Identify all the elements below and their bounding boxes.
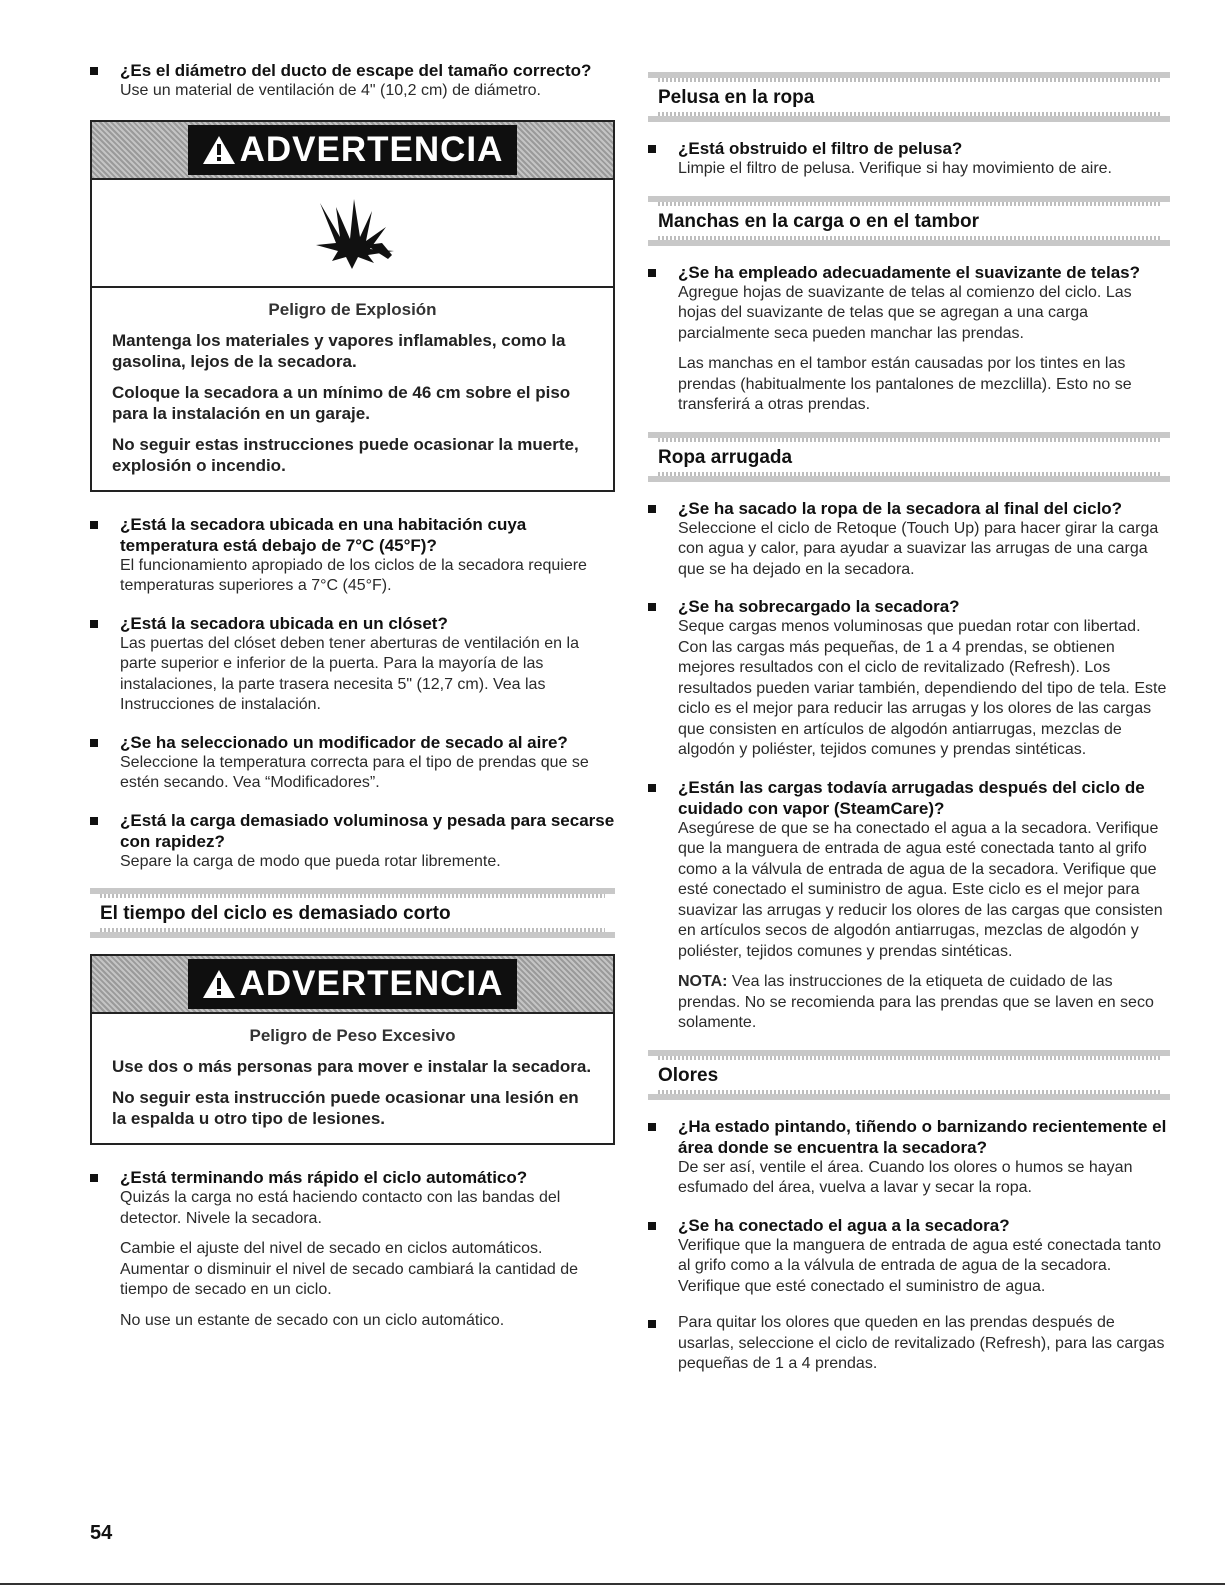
question: ¿Está la carga demasiado voluminosa y pesada para secarse con rapidez? <box>120 810 615 851</box>
note <box>678 972 1170 1034</box>
section-heading <box>648 1050 1170 1100</box>
section-heading <box>648 196 1170 246</box>
warning-text: Coloque la secadora a un mínimo de 46 cm sobre el piso para la instalación en un garaje. <box>112 382 571 423</box>
answer: Quizás la carga no está haciendo contacto con las bandas del detector. Nivele la secadora. <box>120 1189 561 1227</box>
list-item <box>90 810 615 873</box>
list-item <box>648 596 1170 761</box>
answer: Agregue hojas de suavizante de telas al comienzo del ciclo. Las hojas del suavizante de telas que se agregan a una carga parcialmente seca pueden manchar las prendas. <box>678 283 1132 342</box>
list-item <box>648 1215 1170 1298</box>
bullet-icon <box>648 603 656 611</box>
list-item <box>90 732 615 794</box>
bullet-icon <box>648 505 656 513</box>
note-text: Vea las instrucciones de la etiqueta de cuidado de las prendas. No se recomienda para las prendas que se laven en seco solamente. <box>678 973 1154 1031</box>
list-item <box>648 1116 1170 1199</box>
list-item <box>648 262 1170 416</box>
answer: Las puertas del clóset deben tener aberturas de ventilación en la parte superior e inferior de la puerta. Para la mayoría de las instalaciones, la parte trasera necesita 5" (12,7 cm). Vea las Instrucciones de instalación. <box>120 634 579 713</box>
bullet-icon <box>90 620 98 628</box>
question: ¿Está obstruido el filtro de pelusa? <box>678 139 963 158</box>
question: ¿Se ha empleado adecuadamente el suavizante de telas? <box>678 262 1141 282</box>
warning-subtitle: Peligro de Peso Excesivo <box>249 1026 456 1045</box>
bullet-icon <box>648 1123 656 1131</box>
warning-text: Use dos o más personas para mover e instalar la secadora. <box>112 1057 592 1076</box>
list-item <box>648 498 1170 581</box>
question: ¿Ha estado pintando, tiñendo o barnizando recientemente el área donde se encuentra la secadora? <box>678 1116 1167 1157</box>
section-heading <box>648 432 1170 482</box>
answer: Seque cargas menos voluminosas que puedan rotar con libertad. Con las cargas más pequeñas, de 1 a 4 prendas, se obtienen mejores resultados con el ciclo de revitalizado (Refresh). Los resultados pueden variar también, dependiendo del tipo de tela. Este ciclo es el mejor para reducir las arrugas y los olores de las cargas que consisten en artículos de algodón antiarrugas, mezclas de algodón y poliéster, tejidos comunes y prendas sintéticas. <box>678 618 1167 758</box>
bullet-icon <box>90 739 98 747</box>
answer: Cambie el ajuste del nivel de secado en ciclos automáticos. Aumentar o disminuir el nivel de secado cambiará la cantidad de tiempo de secado en un ciclo. <box>120 1240 579 1298</box>
warning-subtitle: Peligro de Explosión <box>268 299 437 319</box>
answer: Para quitar los olores que queden en las prendas después de usarlas, seleccione el ciclo de revitalizado (Refresh), para las cargas pequeñas de 1 a 4 prendas. <box>678 1314 1165 1372</box>
question: ¿Se ha sacado la ropa de la secadora al final del ciclo? <box>678 498 1123 518</box>
warning-title: ADVERTENCIA <box>239 964 504 1003</box>
list-item <box>90 613 615 716</box>
list-item <box>648 138 1170 180</box>
warning-text: No seguir esta instrucción puede ocasionar una lesión en la espalda u otro tipo de lesiones. <box>112 1088 579 1128</box>
question: ¿Se ha sobrecargado la secadora? <box>678 597 960 616</box>
answer: Asegúrese de que se ha conectado el agua a la secadora. Verifique que la manguera de entrada de agua esté conectada tanto al grifo como a la válvula de entrada de agua de la secadora. Verifique que esté conectado el suministro de agua. Este ciclo es el mejor para suavizar las arrugas y reducir los olores de las cargas que consisten en artículos secos de algodón antiarrugas, mezclas de algodón y poliéster, tejidos comunes y prendas sintéticas. <box>678 819 1163 960</box>
answer: Separe la carga de modo que pueda rotar libremente. <box>120 852 501 870</box>
question: ¿Es el diámetro del ducto de escape del tamaño correcto? <box>120 61 592 80</box>
warning-box-explosion <box>90 120 615 492</box>
list-item <box>90 60 615 102</box>
answer: No use un estante de secado con un ciclo automático. <box>120 1311 505 1329</box>
right-column <box>648 60 1170 1391</box>
section-title: Olores <box>658 1064 719 1086</box>
question: ¿Se ha seleccionado un modificador de secado al aire? <box>120 732 568 752</box>
bullet-icon <box>90 521 98 529</box>
warning-text: Mantenga los materiales y vapores inflamables, como la gasolina, lejos de la secadora. <box>112 330 566 371</box>
warning-triangle-icon <box>202 969 236 999</box>
answer: Verifique que la manguera de entrada de agua esté conectada tanto al grifo como a la válvula de entrada de agua de la secadora. Verifique que esté conectado el suministro de agua. <box>678 1236 1162 1295</box>
warning-text: No seguir estas instrucciones puede ocasionar la muerte, explosión o incendio. <box>112 434 579 475</box>
section-title: El tiempo del ciclo es demasiado corto <box>100 903 451 924</box>
list-item <box>648 1313 1170 1375</box>
answer: Seleccione el ciclo de Retoque (Touch Up) para hacer girar la carga con agua y calor, para ayudar a suavizar las arrugas de una carga que se ha dejado en la secadora. <box>678 519 1159 578</box>
list-item <box>648 777 1170 1034</box>
bullet-icon <box>90 67 98 75</box>
question: ¿Están las cargas todavía arrugadas después del ciclo de cuidado con vapor (SteamCare)? <box>678 777 1145 818</box>
question: ¿Está la secadora ubicada en un clóset? <box>120 613 448 633</box>
answer: Seleccione la temperatura correcta para el tipo de prendas que se estén secando. Vea “Modificadores”. <box>120 753 589 791</box>
left-column <box>90 60 615 1347</box>
warning-box-weight <box>90 954 615 1145</box>
explosion-icon <box>308 193 398 273</box>
answer: Las manchas en el tambor están causadas por los tintes en las prendas (habitualmente los pantalones de mezclilla). Esto no se transferirá a otras prendas. <box>678 355 1132 413</box>
bullet-icon <box>648 145 656 153</box>
section-title: Manchas en la carga o en el tambor <box>658 210 979 232</box>
answer: De ser así, ventile el área. Cuando los olores o humos se hayan esfumado del área, vuelva a lavar y secar la ropa. <box>678 1158 1133 1196</box>
question: ¿Está la secadora ubicada en una habitación cuya temperatura está debajo de 7°C (45°F)? <box>120 514 527 555</box>
list-item <box>90 1167 615 1331</box>
page-number: 54 <box>90 1522 113 1544</box>
warning-title: ADVERTENCIA <box>239 129 504 169</box>
section-heading <box>90 888 615 938</box>
bullet-icon <box>648 1320 656 1328</box>
list-item <box>90 514 615 597</box>
answer: Use un material de ventilación de 4" (10,2 cm) de diámetro. <box>120 82 541 99</box>
question: ¿Se ha conectado el agua a la secadora? <box>678 1215 1010 1235</box>
warning-header <box>92 956 613 1014</box>
answer: Limpie el filtro de pelusa. Verifique si hay movimiento de aire. <box>678 160 1112 177</box>
bullet-icon <box>648 269 656 277</box>
section-heading <box>648 72 1170 122</box>
warning-triangle-icon <box>202 135 236 165</box>
bullet-icon <box>648 784 656 792</box>
section-title: Ropa arrugada <box>658 446 793 468</box>
note-label: NOTA: <box>678 973 728 990</box>
answer: El funcionamiento apropiado de los ciclos de la secadora requiere temperaturas superiores a 7°C (45°F). <box>120 556 587 594</box>
bullet-icon <box>90 1174 98 1182</box>
section-title: Pelusa en la ropa <box>658 87 815 108</box>
bullet-icon <box>648 1222 656 1230</box>
warning-header <box>92 122 613 180</box>
question: ¿Está terminando más rápido el ciclo automático? <box>120 1168 528 1187</box>
bullet-icon <box>90 817 98 825</box>
